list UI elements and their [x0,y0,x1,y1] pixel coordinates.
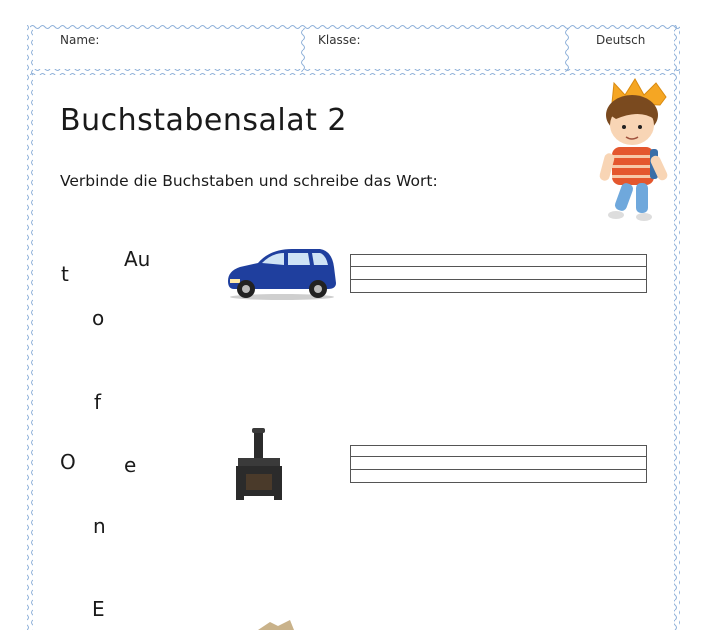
name-field-label: Name: [60,33,100,47]
letter-tile[interactable]: Au [124,247,151,271]
subject-label: Deutsch [596,33,646,47]
letter-tile[interactable]: E [92,597,105,621]
letter-tile[interactable]: o [92,306,105,330]
class-field-label: Klasse: [318,33,361,47]
letter-tile[interactable]: t [61,262,69,286]
instruction-text: Verbinde die Buchstaben und schreibe das Wort: [60,172,438,190]
letter-tile[interactable]: e [124,453,137,477]
boy-illustration [590,75,675,225]
page-title: Buchstabensalat 2 [60,103,348,138]
letter-tile[interactable]: n [93,514,106,538]
letter-tile[interactable]: f [94,390,102,414]
writing-lines[interactable] [350,445,647,483]
letter-tile[interactable]: O [60,450,76,474]
stove-icon [234,428,284,502]
partial-picture [250,618,300,630]
car-icon [222,245,340,301]
writing-lines[interactable] [350,254,647,293]
